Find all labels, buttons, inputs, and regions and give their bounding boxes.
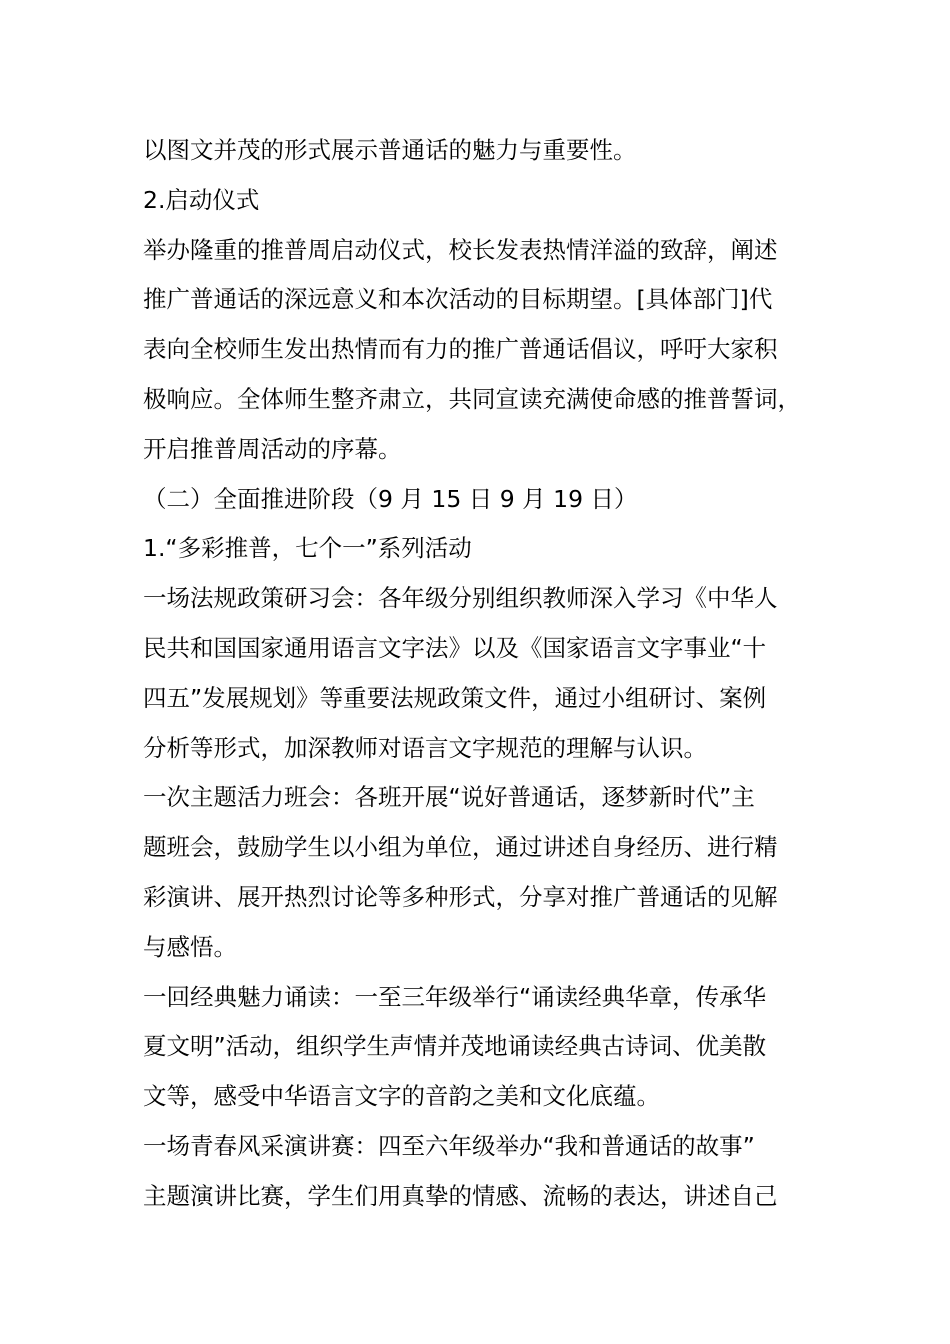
text-line: 四五”发展规划》等重要法规政策文件，通过小组研讨、案例: [143, 683, 767, 712]
section-heading: 1.“多彩推普，七个一”系列活动: [143, 534, 472, 563]
section-heading: （二）全面推进阶段（9 月 15 日 9 月 19 日）: [143, 484, 638, 513]
text-line: 夏文明”活动，组织学生声情并茂地诵读经典古诗词、优美散: [143, 1032, 767, 1061]
text-line: 民共和国国家通用语言文字法》以及《国家语言文字事业“十: [143, 633, 767, 662]
text-line: 彩演讲、展开热烈讨论等多种形式，分享对推广普通话的见解: [143, 882, 778, 911]
text-line: 举办隆重的推普周启动仪式，校长发表热情洋溢的致辞，阐述: [143, 235, 778, 264]
text-line: 题班会，鼓励学生以小组为单位，通过讲述自身经历、进行精: [143, 833, 778, 862]
text-line: 以图文并茂的形式展示普通话的魅力与重要性。: [143, 136, 637, 164]
text-line: 表向全校师生发出热情而有力的推广普通话倡议，呼吁大家积: [143, 335, 778, 364]
text-line: 与感悟。: [143, 932, 237, 961]
text-line: 一场法规政策研习会：各年级分别组织教师深入学习《中华人: [143, 584, 778, 613]
text-line: 主题演讲比赛，学生们用真挚的情感、流畅的表达，讲述自己: [143, 1181, 778, 1210]
text-line: 一次主题活力班会：各班开展“说好普通话，逐梦新时代”主: [143, 783, 755, 812]
text-line: 一场青春风采演讲赛：四至六年级举办“我和普通话的故事”: [143, 1131, 755, 1160]
section-heading: 2.启动仪式: [143, 185, 260, 214]
text-line: 推广普通话的深远意义和本次活动的目标期望。[具体部门]代: [143, 285, 773, 314]
text-line: 文等，感受中华语言文字的音韵之美和文化底蕴。: [143, 1082, 660, 1111]
text-line: 分析等形式，加深教师对语言文字规范的理解与认识。: [143, 733, 707, 762]
document-body: [143, 126, 843, 1222]
text-line: 一回经典魅力诵读：一至三年级举行“诵读经典华章，传承华: [143, 982, 767, 1011]
text-line: 极响应。全体师生整齐肃立，共同宣读充满使命感的推普誓词，: [143, 384, 801, 413]
text-line: 开启推普周活动的序幕。: [143, 434, 402, 463]
